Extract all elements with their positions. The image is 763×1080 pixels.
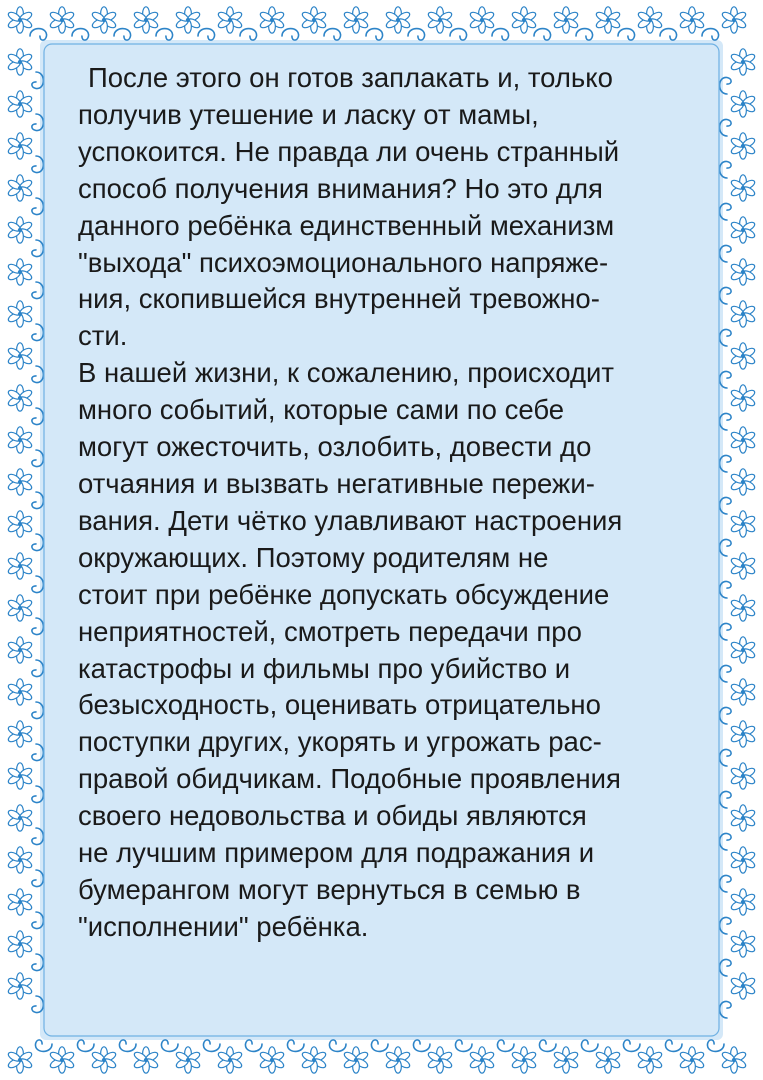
swirl-ornament — [119, 1040, 136, 1052]
text-line: катастрофы и фильмы про убийство и — [78, 652, 571, 684]
swirl-ornament — [539, 1040, 556, 1052]
flower-ornament — [730, 49, 756, 75]
flower-ornament — [553, 7, 579, 33]
text-line: не лучшим примером для подражания и — [78, 837, 595, 869]
flower-ornament — [730, 553, 756, 579]
swirl-ornament — [497, 1040, 514, 1052]
flower-ornament — [730, 595, 756, 621]
text-line: бумерангом могут вернуться в семью в — [78, 873, 581, 905]
flower-ornament — [730, 91, 756, 117]
flower-ornament — [730, 385, 756, 411]
flower-ornament — [217, 1047, 243, 1073]
flower-ornament — [7, 763, 33, 789]
text-line: неприятностей, смотреть передачи про — [78, 615, 582, 647]
flower-ornament — [511, 7, 537, 33]
text-line: данного ребёнка единственный механизм — [78, 209, 615, 241]
flower-ornament — [730, 175, 756, 201]
flower-ornament — [7, 553, 33, 579]
flower-ornament — [133, 7, 159, 33]
flower-ornament — [7, 385, 33, 411]
text-line: могут ожесточить, озлобить, довести до — [78, 431, 592, 463]
text-line: много событий, которые сами по себе — [78, 394, 565, 426]
flower-ornament — [730, 973, 756, 999]
flower-ornament — [7, 469, 33, 495]
swirl-ornament — [324, 29, 341, 41]
flower-ornament — [553, 1047, 579, 1073]
flower-ornament — [7, 889, 33, 915]
flower-ornament — [730, 679, 756, 705]
swirl-ornament — [72, 29, 89, 41]
paragraph-1 — [78, 60, 698, 355]
text-line: стоит при ребёнке допускать обсуждение — [78, 578, 610, 610]
swirl-ornament — [581, 1040, 598, 1052]
swirl-ornament — [576, 29, 593, 41]
flower-ornament — [7, 679, 33, 705]
flower-ornament — [637, 7, 663, 33]
paragraph-2 — [78, 355, 698, 946]
flower-ornament — [427, 7, 453, 33]
flower-ornament — [730, 889, 756, 915]
flower-ornament — [7, 637, 33, 663]
flower-ornament — [301, 7, 327, 33]
swirl-ornament — [702, 29, 719, 41]
swirl-ornament — [707, 1040, 724, 1052]
text-line: "исполнении" ребёнка. — [78, 910, 369, 942]
flower-ornament — [469, 7, 495, 33]
flower-ornament — [49, 1047, 75, 1073]
flower-ornament — [730, 301, 756, 327]
flower-ornament — [721, 7, 747, 33]
flower-ornament — [91, 1047, 117, 1073]
flower-ornament — [730, 259, 756, 285]
flower-ornament — [730, 133, 756, 159]
flower-ornament — [730, 637, 756, 663]
text-line: безысходность, оценивать отрицательно — [78, 689, 601, 721]
swirl-ornament — [623, 1040, 640, 1052]
text-line: правой обидчикам. Подобные проявления — [78, 763, 621, 795]
text-line: В нашей жизни, к сожалению, происходит — [78, 357, 614, 389]
flower-ornament — [301, 1047, 327, 1073]
swirl-ornament — [30, 29, 47, 41]
swirl-ornament — [618, 29, 635, 41]
flower-ornament — [175, 1047, 201, 1073]
text-line: отчаяния и вызвать негативные пережи- — [78, 467, 595, 499]
swirl-ornament — [371, 1040, 388, 1052]
flower-ornament — [721, 1047, 747, 1073]
swirl-ornament — [455, 1040, 472, 1052]
flower-ornament — [7, 847, 33, 873]
flower-ornament — [730, 343, 756, 369]
flower-ornament — [730, 805, 756, 831]
flower-ornament — [7, 217, 33, 243]
swirl-ornament — [35, 1040, 52, 1052]
flower-ornament — [385, 7, 411, 33]
flower-ornament — [7, 7, 33, 33]
flower-ornament — [175, 7, 201, 33]
flower-ornament — [511, 1047, 537, 1073]
flower-ornament — [7, 973, 33, 999]
flower-ornament — [7, 805, 33, 831]
flower-ornament — [469, 1047, 495, 1073]
flower-ornament — [259, 1047, 285, 1073]
flower-ornament — [7, 343, 33, 369]
flower-ornament — [7, 91, 33, 117]
swirl-ornament — [240, 29, 257, 41]
flower-ornament — [730, 427, 756, 453]
text-line: получив утешение и ласку от мамы, — [78, 98, 539, 130]
text-line: ния, скопившейся внутренней тревожно- — [78, 283, 600, 315]
text-line: успокоится. Не правда ли очень странный — [78, 135, 620, 167]
text-body — [78, 60, 698, 960]
flower-ornament — [7, 133, 33, 159]
flower-ornament — [7, 511, 33, 537]
swirl-ornament — [203, 1040, 220, 1052]
flower-ornament — [679, 7, 705, 33]
text-line: способ получения внимания? Но это для — [78, 172, 603, 204]
flower-ornament — [679, 1047, 705, 1073]
swirl-ornament — [77, 1040, 94, 1052]
swirl-ornament — [329, 1040, 346, 1052]
flower-ornament — [595, 7, 621, 33]
swirl-ornament — [161, 1040, 178, 1052]
flower-ornament — [637, 1047, 663, 1073]
flower-ornament — [7, 427, 33, 453]
text-line: своего недовольства и обиды являются — [78, 800, 587, 832]
text-line: вания. Дети чётко улавливают настроения — [78, 504, 623, 536]
flower-ornament — [730, 763, 756, 789]
text-line: окружающих. Поэтому родителям не — [78, 541, 549, 573]
swirl-ornament — [665, 1040, 682, 1052]
flower-ornament — [7, 49, 33, 75]
swirl-ornament — [450, 29, 467, 41]
text-line: "выхода" психоэмоционального напряже- — [78, 246, 609, 278]
text-line: поступки других, укорять и угрожать рас- — [78, 726, 602, 758]
flower-ornament — [91, 7, 117, 33]
flower-ornament — [217, 7, 243, 33]
text-line: После этого он готов заплакать и, только — [88, 62, 613, 93]
swirl-ornament — [282, 29, 299, 41]
flower-ornament — [7, 595, 33, 621]
swirl-ornament — [114, 29, 131, 41]
swirl-ornament — [198, 29, 215, 41]
swirl-ornament — [413, 1040, 430, 1052]
flower-ornament — [595, 1047, 621, 1073]
flower-ornament — [259, 7, 285, 33]
flower-ornament — [133, 1047, 159, 1073]
text-line: сти. — [78, 320, 128, 352]
flower-ornament — [730, 217, 756, 243]
swirl-ornament — [245, 1040, 262, 1052]
flower-ornament — [7, 301, 33, 327]
swirl-ornament — [534, 29, 551, 41]
flower-ornament — [730, 847, 756, 873]
flower-ornament — [730, 721, 756, 747]
flower-ornament — [7, 175, 33, 201]
flower-ornament — [385, 1047, 411, 1073]
swirl-ornament — [366, 29, 383, 41]
flower-ornament — [427, 1047, 453, 1073]
flower-ornament — [7, 721, 33, 747]
flower-ornament — [730, 931, 756, 957]
flower-ornament — [49, 7, 75, 33]
flower-ornament — [7, 931, 33, 957]
flower-ornament — [730, 469, 756, 495]
swirl-ornament — [492, 29, 509, 41]
swirl-ornament — [287, 1040, 304, 1052]
flower-ornament — [7, 1047, 33, 1073]
flower-ornament — [730, 511, 756, 537]
swirl-ornament — [156, 29, 173, 41]
flower-ornament — [343, 1047, 369, 1073]
flower-ornament — [343, 7, 369, 33]
flower-ornament — [7, 259, 33, 285]
swirl-ornament — [660, 29, 677, 41]
swirl-ornament — [408, 29, 425, 41]
